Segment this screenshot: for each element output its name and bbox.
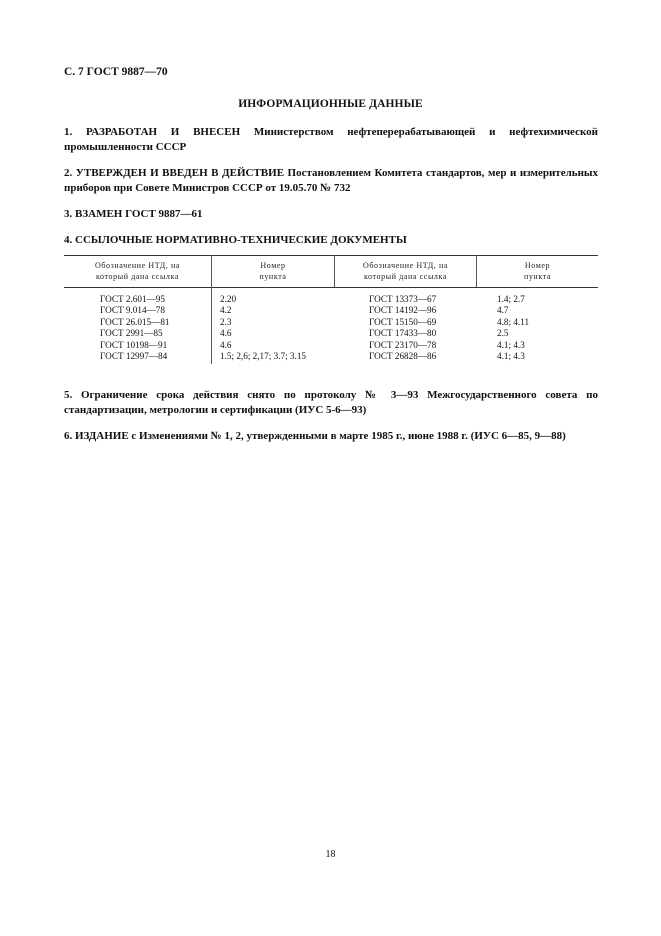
page-header: С. 7 ГОСТ 9887—70 — [64, 66, 168, 78]
table-cell: ГОСТ 26828—86 — [369, 351, 437, 362]
left-docs-column — [100, 294, 170, 362]
left-items-column — [220, 294, 306, 362]
table-cell: ГОСТ 12997—84 — [100, 351, 168, 362]
table-top-rule — [64, 255, 598, 256]
table-cell: 2.5 — [497, 328, 509, 339]
table-cell: 4.2 — [220, 305, 232, 316]
table-cell: 4.8; 4.11 — [497, 316, 530, 327]
info-item-5: 5. Ограничение срока действия снято по протоколу № 3—93 Межгосударственного совета по стандартизации, метрологии и сертификации (ИУС 5-6—93) — [64, 389, 598, 416]
info-item-2: 2. УТВЕРЖДЕН И ВВЕДЕН В ДЕЙСТВИЕ Постановлением Комитета стандартов, мер и измерительных приборов при Совете Министров СССР от 19.05.70 № 732 — [64, 167, 598, 194]
table-divider — [211, 287, 212, 364]
table-cell: ГОСТ 10198—91 — [100, 339, 168, 350]
header-doc-1: Обозначение НТД, на который дана ссылка — [94, 261, 181, 281]
table-cell: ГОСТ 17433—80 — [369, 328, 437, 339]
table-header-rule — [64, 287, 598, 288]
table-cell: 1.4; 2.7 — [497, 294, 525, 304]
header-doc-2: Обозначение НТД, на который дана ссылка — [362, 261, 449, 281]
info-item-1: 1. РАЗРАБОТАН И ВНЕСЕН Министерством нефтеперерабатывающей и нефтехимической промышленности СССР — [64, 126, 598, 153]
table-cell: ГОСТ 14192—96 — [369, 305, 437, 316]
table-cell: ГОСТ 15150—69 — [369, 316, 437, 327]
table-cell: 2.3 — [220, 316, 232, 327]
table-cell: 4.6 — [220, 339, 232, 350]
header-item-1: Номер пункта — [259, 261, 287, 281]
info-item-3: 3. ВЗАМЕН ГОСТ 9887—61 — [64, 208, 203, 220]
table-cell: ГОСТ 2991—85 — [100, 328, 163, 339]
table-cell: 2.20 — [220, 294, 237, 304]
page-number: 18 — [325, 849, 336, 860]
table-cell: 4.6 — [220, 328, 232, 339]
table-cell: 4.7 — [497, 305, 509, 316]
info-item-6: 6. ИЗДАНИЕ с Изменениями № 1, 2, утвержденными в марте 1985 г., июне 1988 г. (ИУС 6—85, 9—88) — [64, 430, 566, 442]
table-cell: ГОСТ 2.601—95 — [100, 294, 165, 304]
table-cell: 1.5; 2,6; 2,17; 3.7; 3.15 — [220, 351, 307, 362]
section-title: ИНФОРМАЦИОННЫЕ ДАННЫЕ — [238, 98, 423, 110]
header-item-2: Номер пункта — [523, 261, 552, 281]
table-cell: ГОСТ 9.014—78 — [100, 305, 165, 316]
right-docs-column — [369, 294, 436, 362]
table-cell: 4.1; 4.3 — [497, 351, 525, 362]
table-cell: 4.1; 4.3 — [497, 339, 525, 350]
table-cell: ГОСТ 23170—78 — [369, 339, 437, 350]
table-cell: ГОСТ 13373—67 — [369, 294, 437, 304]
table-cell: ГОСТ 26.015—81 — [100, 316, 170, 327]
info-item-4: 4. ССЫЛОЧНЫЕ НОРМАТИВНО-ТЕХНИЧЕСКИЕ ДОКУМЕНТЫ — [64, 234, 407, 246]
right-items-column — [497, 294, 529, 362]
